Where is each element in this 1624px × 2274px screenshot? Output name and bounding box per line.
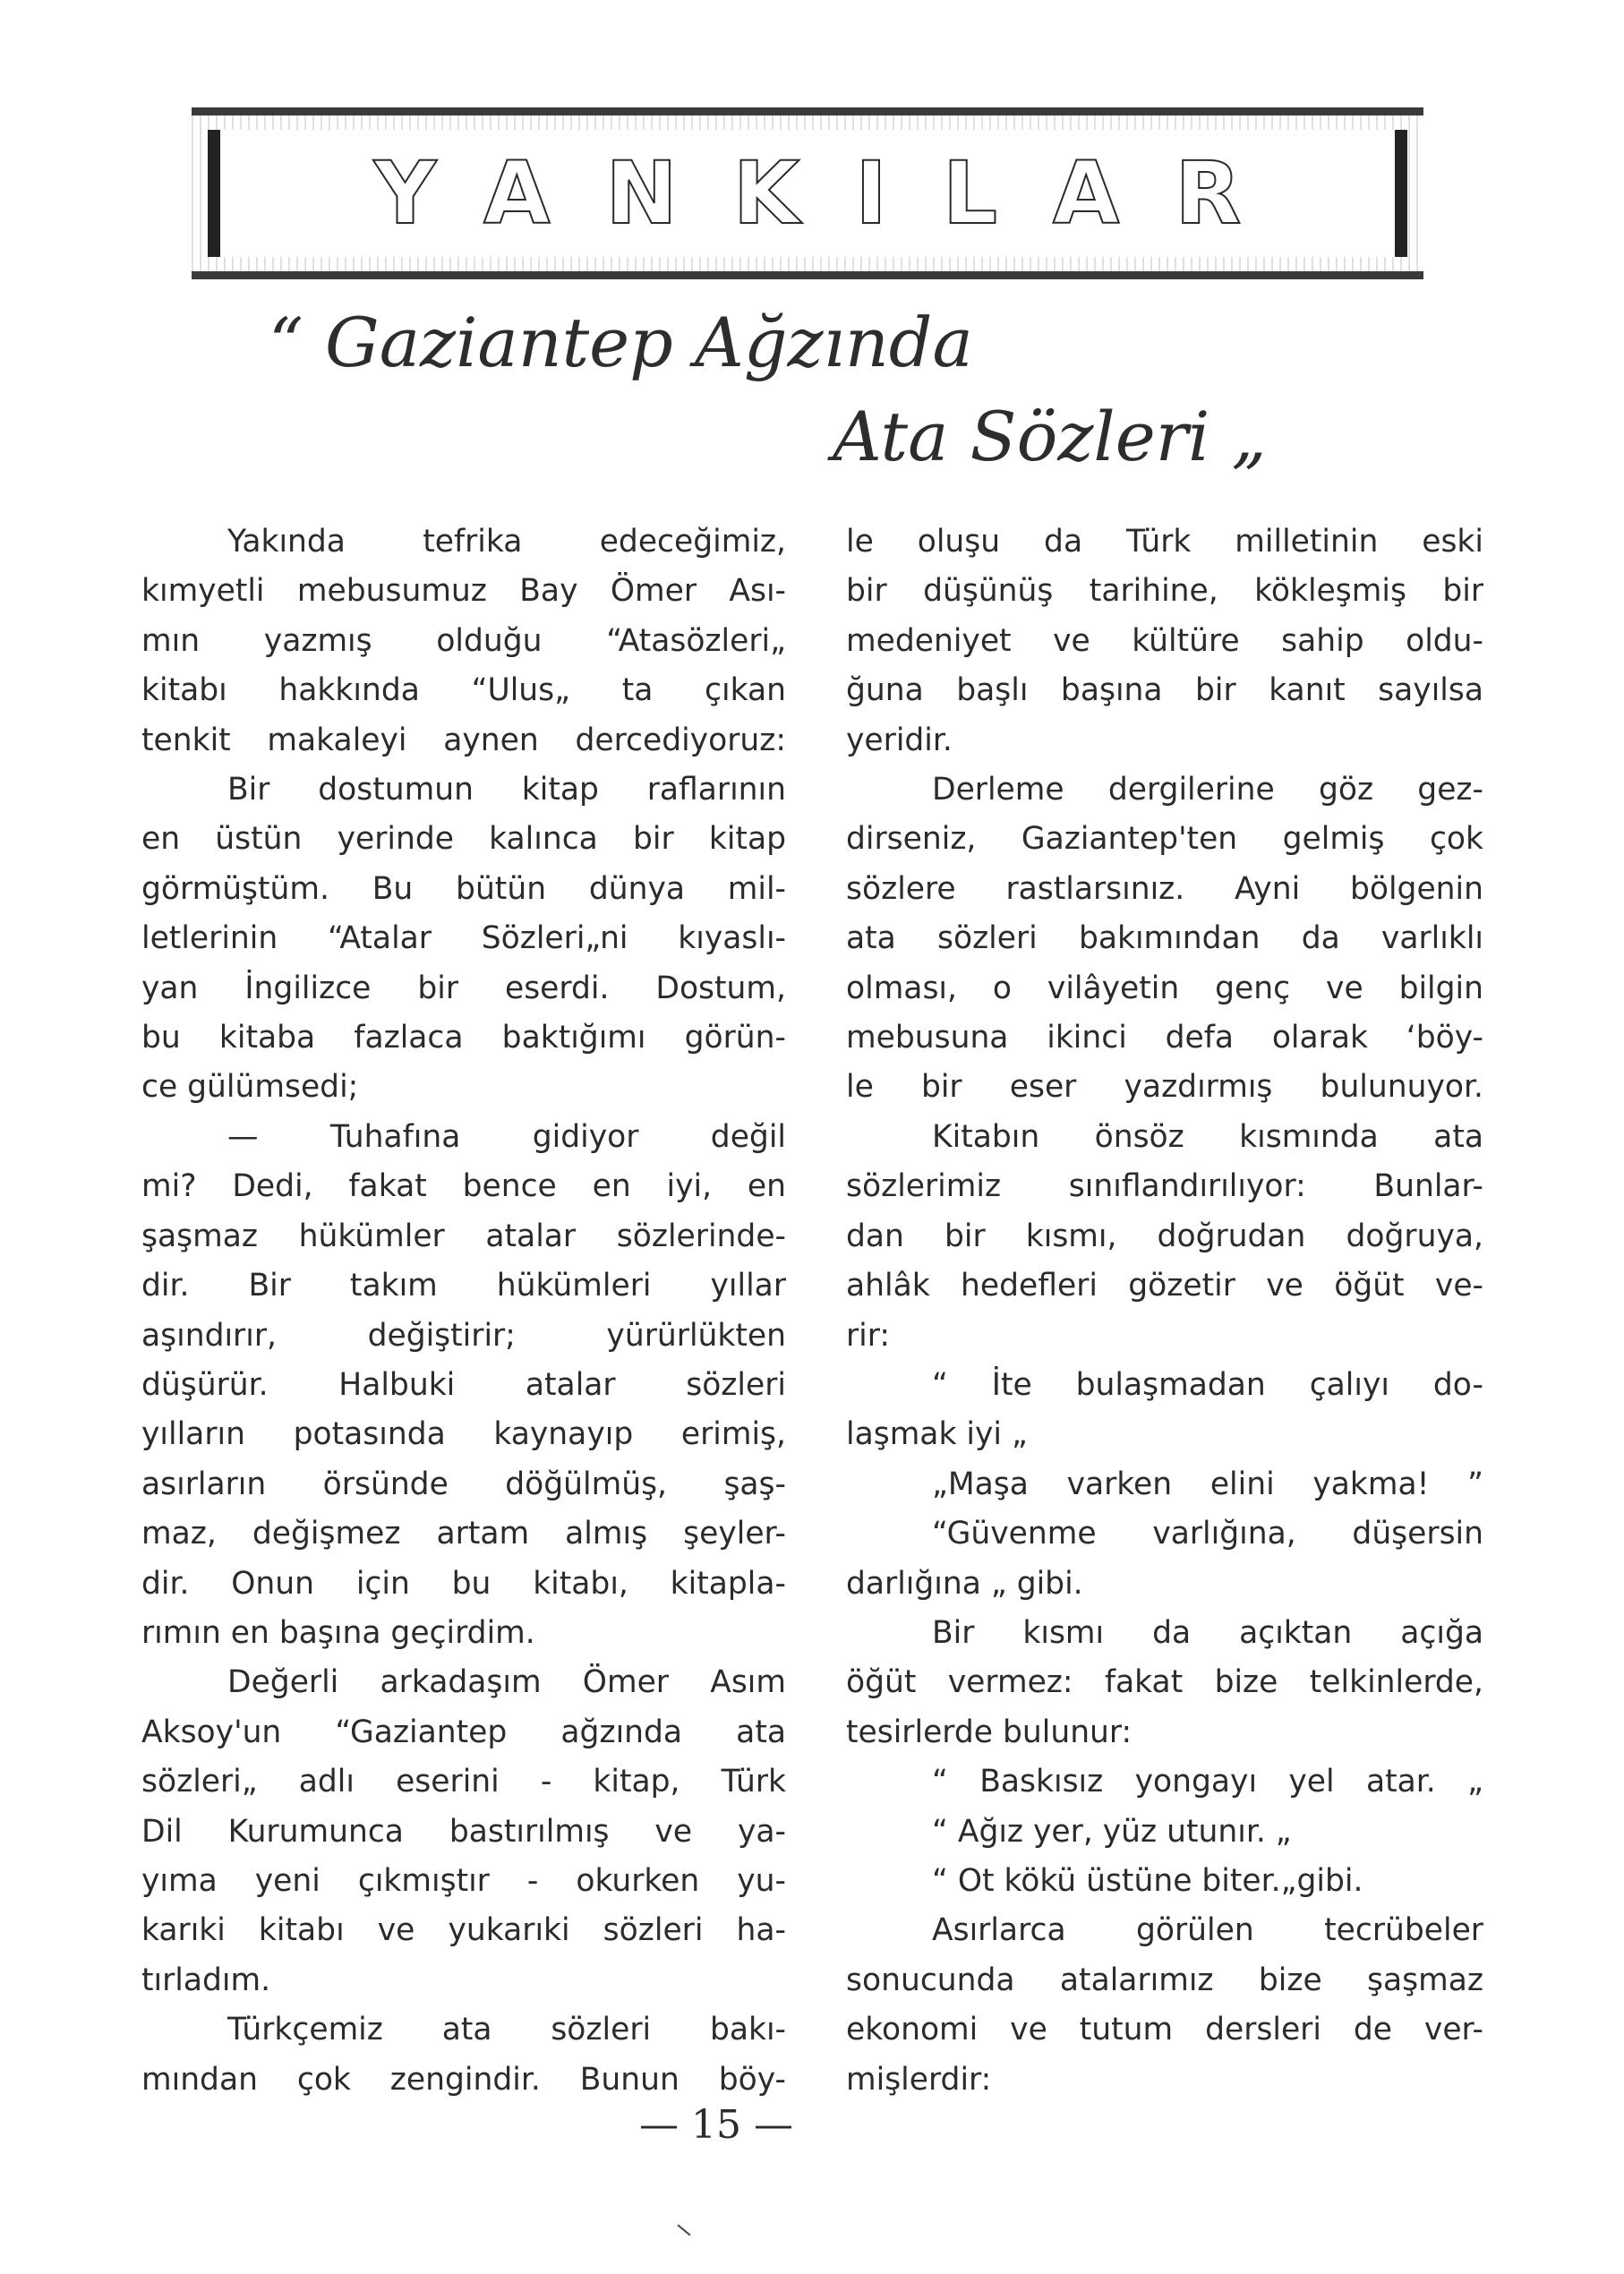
text-line: ahlâk hedefleri gözetir ve öğüt ve- [846, 1268, 1483, 1304]
text-line: yıma yeni çıkmıştır - okurken yu- [141, 1862, 786, 1899]
stray-mark [677, 2224, 690, 2236]
text-line: aşındırır, değiştirir; yürürlükten [141, 1317, 786, 1354]
text-line: ekonomi ve tutum dersleri de ver- [846, 2012, 1483, 2048]
text-line: “Güvenme varlığına, düşersin [932, 1516, 1483, 1552]
text-line: „Maşa varken elini yakma! ” [932, 1466, 1483, 1502]
page-number: — 15 — [639, 2102, 793, 2148]
text-line: karıki kitabı ve yukarıki sözleri ha- [141, 1912, 786, 1949]
text-line: Kitabın önsöz kısmında ata [932, 1118, 1483, 1155]
text-line: Dil Kurumunca bastırılmış ve ya- [141, 1813, 786, 1850]
text-line: rir: [846, 1317, 890, 1354]
text-line: Derleme dergilerine göz gez- [932, 772, 1483, 808]
text-line: “ Ot kökü üstüne biter.„gibi. [932, 1862, 1363, 1899]
text-line: — Tuhafına gidiyor değil [227, 1118, 786, 1155]
text-line: olması, o vilâyetin genç ve bilgin [846, 970, 1483, 1006]
section-banner-inner [208, 130, 1407, 257]
text-line: dan bir kısmı, doğrudan doğruya, [846, 1218, 1483, 1254]
text-line: mın yazmış olduğu “Atasözleri„ [141, 622, 786, 659]
text-line: Bir kısmı da açıktan açığa [932, 1614, 1483, 1651]
text-line: sonucunda atalarımız bize şaşmaz [846, 1962, 1483, 1998]
text-line: mından çok zengindir. Bunun böy- [141, 2061, 786, 2098]
text-line: ce gülümsedi; [141, 1069, 359, 1106]
text-line: bir düşünüş tarihine, kökleşmiş bir [846, 573, 1483, 610]
text-line: Türkçemiz ata sözleri bakı- [227, 2012, 786, 2048]
text-line: sözlere rastlarsınız. Ayni bölgenin [846, 870, 1483, 907]
text-line: şaşmaz hükümler atalar sözlerinde- [141, 1218, 786, 1254]
text-line: le oluşu da Türk milletinin eski [846, 524, 1483, 560]
text-line: Bir dostumun kitap raflarının [227, 772, 786, 808]
text-line: ğuna başlı başına bir kanıt sayılsa [846, 672, 1483, 709]
text-line: maz, değişmez artam almış şeyler- [141, 1516, 786, 1552]
text-line: ata sözleri bakımından da varlıklı [846, 920, 1483, 957]
text-line: mişlerdir: [846, 2061, 992, 2098]
text-line: yeridir. [846, 722, 953, 758]
section-banner [192, 107, 1423, 279]
text-line: medeniyet ve kültüre sahip oldu- [846, 622, 1483, 659]
text-line: Yakında tefrika edeceğimiz, [227, 524, 786, 560]
text-line: yılların potasında kaynayıp erimiş, [141, 1416, 786, 1453]
text-line: tırladım. [141, 1962, 271, 1998]
text-line: yan İngilizce bir eserdi. Dostum, [141, 970, 786, 1006]
section-title: YANKILAR [373, 143, 1297, 244]
text-line: sözlerimiz sınıflandırılıyor: Bunlar- [846, 1168, 1483, 1205]
right-column [846, 517, 1483, 2105]
text-line: düşürür. Halbuki atalar sözleri [141, 1366, 786, 1403]
text-line: “ İte bulaşmadan çalıyı do- [932, 1366, 1483, 1403]
text-line: Aksoy'un “Gaziantep ağzında ata [141, 1714, 786, 1750]
article-title-line-2: Ata Sözleri „ [833, 397, 1267, 476]
text-line: Asırlarca görülen tecrübeler [932, 1912, 1483, 1949]
text-line: tesirlerde bulunur: [846, 1714, 1133, 1750]
text-line: kımyetli mebusumuz Bay Ömer Ası- [141, 573, 786, 610]
text-line: asırların örsünde döğülmüş, şaş- [141, 1466, 786, 1502]
text-line: tenkit makaleyi aynen dercediyoruz: [141, 722, 786, 758]
text-line: dir. Onun için bu kitabı, kitapla- [141, 1565, 786, 1602]
text-line: darlığına „ gibi. [846, 1565, 1083, 1602]
text-line: le bir eser yazdırmış bulunuyor. [846, 1069, 1483, 1106]
text-line: görmüştüm. Bu bütün dünya mil- [141, 870, 786, 907]
text-line: öğüt vermez: fakat bize telkinlerde, [846, 1664, 1483, 1701]
text-line: rımın en başına geçirdim. [141, 1614, 535, 1651]
text-line: mebusuna ikinci defa olarak ‘böy- [846, 1020, 1483, 1056]
text-line: sözleri„ adlı eserini - kitap, Türk [141, 1764, 786, 1800]
article-title-line-1: “ Gaziantep Ağzında [269, 303, 973, 382]
text-line: kitabı hakkında “Ulus„ ta çıkan [141, 672, 786, 709]
text-line: Değerli arkadaşım Ömer Asım [227, 1664, 786, 1701]
text-line: letlerinin “Atalar Sözleri„ni kıyaslı- [141, 920, 786, 957]
text-line: dirseniz, Gaziantep'ten gelmiş çok [846, 821, 1483, 858]
left-column [141, 517, 786, 2105]
text-line: bu kitaba fazlaca baktığımı görün- [141, 1020, 786, 1056]
text-line: mi? Dedi, fakat bence en iyi, en [141, 1168, 786, 1205]
text-line: “ Ağız yer, yüz utunır. „ [932, 1813, 1292, 1850]
text-line: laşmak iyi „ [846, 1416, 1028, 1453]
text-line: en üstün yerinde kalınca bir kitap [141, 821, 786, 858]
text-line: “ Baskısız yongayı yel atar. „ [932, 1764, 1483, 1800]
text-line: dir. Bir takım hükümleri yıllar [141, 1268, 786, 1304]
